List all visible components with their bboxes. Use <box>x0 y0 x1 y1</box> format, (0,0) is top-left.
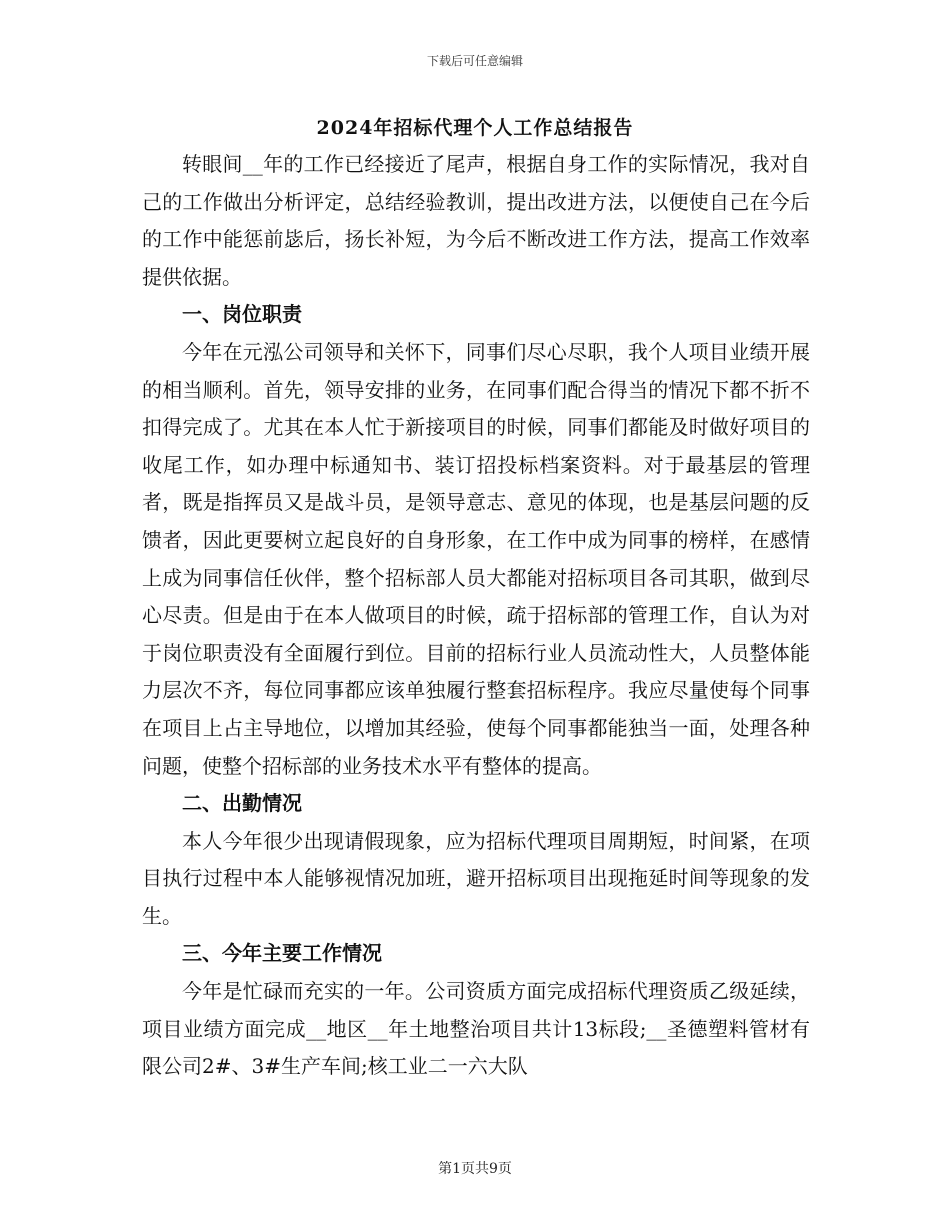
intro-paragraph: 转眼间__年的工作已经接近了尾声，根据自身工作的实际情况，我对自己的工作做出分析评定，总结经验教训，提出改进方法，以便使自己在今后的工作中能惩前毖后，扬长补短，为今后不断改进工作方法，提高工作效率提供依据。 <box>142 152 810 289</box>
section-heading-main-work: 三、今年主要工作情况 <box>182 941 382 966</box>
page-number: 第1页共9页 <box>438 1161 512 1177</box>
section-paragraph-main-work: 今年是忙碌而充实的一年。公司资质方面完成招标代理资质乙级延续，项目业绩方面完成__地区__年土地整治项目共计13标段;__圣德塑料管材有限公司2#、3#生产车间;核工业二一六大队 <box>142 979 810 1079</box>
document-title: 2024年招标代理个人工作总结报告 <box>316 117 634 139</box>
section-paragraph-attendance: 本人今年很少出现请假现象，应为招标代理项目周期短，时间紧，在项目执行过程中本人能够视情况加班，避开招标项目出现拖延时间等现象的发生。 <box>142 828 810 928</box>
document-body <box>142 146 810 1086</box>
section-paragraph-duties: 今年在元泓公司领导和关怀下，同事们尽心尽职，我个人项目业绩开展的相当顺利。首先，领导安排的业务，在同事们配合得当的情况下都不折不扣得完成了。尤其在本人忙于新接项目的时候，同事们都能及时做好项目的收尾工作，如办理中标通知书、装订招投标档案资料。对于最基层的管理者，既是指挥员又是战斗员，是领导意志、意见的体现，也是基层问题的反馈者，因此更要树立起良好的自身形象，在工作中成为同事的榜样，在感情上成为同事信任伙伴，整个招标部人员大都能对招标项目各司其职，做到尽心尽责。但是由于在本人做项目的时候，疏于招标部的管理工作，自认为对于岗位职责没有全面履行到位。目前的招标行业人员流动性大，人员整体能力层次不齐，每位同事都应该单独履行整套招标程序。我应尽量使每个同事在项目上占主导地位，以增加其经验，使每个同事都能独当一面，处理各种问题，使整个招标部的业务技术水平有整体的提高。 <box>142 339 810 778</box>
section-heading-attendance: 二、出勤情况 <box>182 791 302 816</box>
section-heading-duties: 一、岗位职责 <box>182 302 302 327</box>
page-header: 下载后可任意编辑 <box>426 54 523 68</box>
